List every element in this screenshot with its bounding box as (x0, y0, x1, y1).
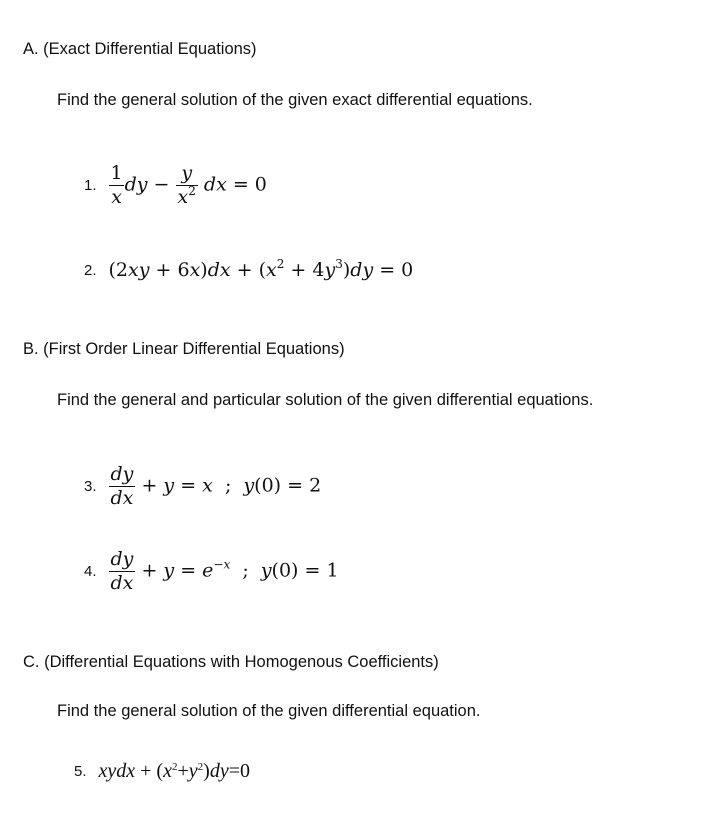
problem-5-equation: xydx + $(x^2+y^2)dy=0$ (98, 759, 251, 782)
problem-2 (84, 256, 413, 284)
section-c-heading: C. (Differential Equations with Homogenous Coefficients) (23, 653, 439, 671)
problem-1-equation: $\frac{1}{x}$ dy − $\frac{y}{x^2}$ dx = 0 (110, 161, 267, 208)
section-c-instruction: Find the general solution of the given differential equation. (57, 702, 481, 720)
problem-3 (84, 458, 321, 514)
problem-5-number: 5. (74, 762, 87, 780)
section-b-heading: B. (First Order Linear Differential Equations) (23, 340, 345, 358)
section-b-instruction: Find the general and particular solution of the given differential equations. (57, 391, 594, 409)
problem-1-number: 1. (84, 176, 97, 194)
problem-2-number: 2. (84, 261, 97, 279)
section-a-heading: A. (Exact Differential Equations) (23, 40, 257, 58)
problem-1 (84, 158, 267, 212)
problem-4-number: 4. (84, 562, 97, 580)
problem-3-number: 3. (84, 477, 97, 495)
problem-3-equation: $\frac{dy}{dx}$ + y = x ; y(0) = 2 (110, 462, 322, 509)
problem-5 (74, 756, 250, 786)
problem-2-equation: $(2xy + 6x)dx + (x^2 + 4y^3)dy = 0$ (108, 257, 414, 281)
section-a-instruction: Find the general solution of the given exact differential equations. (57, 91, 533, 109)
problem-4-equation: $\frac{dy}{dx}$ + $y = e^{-x}$ ; y(0) = 1 (110, 547, 339, 594)
problem-4 (84, 543, 339, 599)
